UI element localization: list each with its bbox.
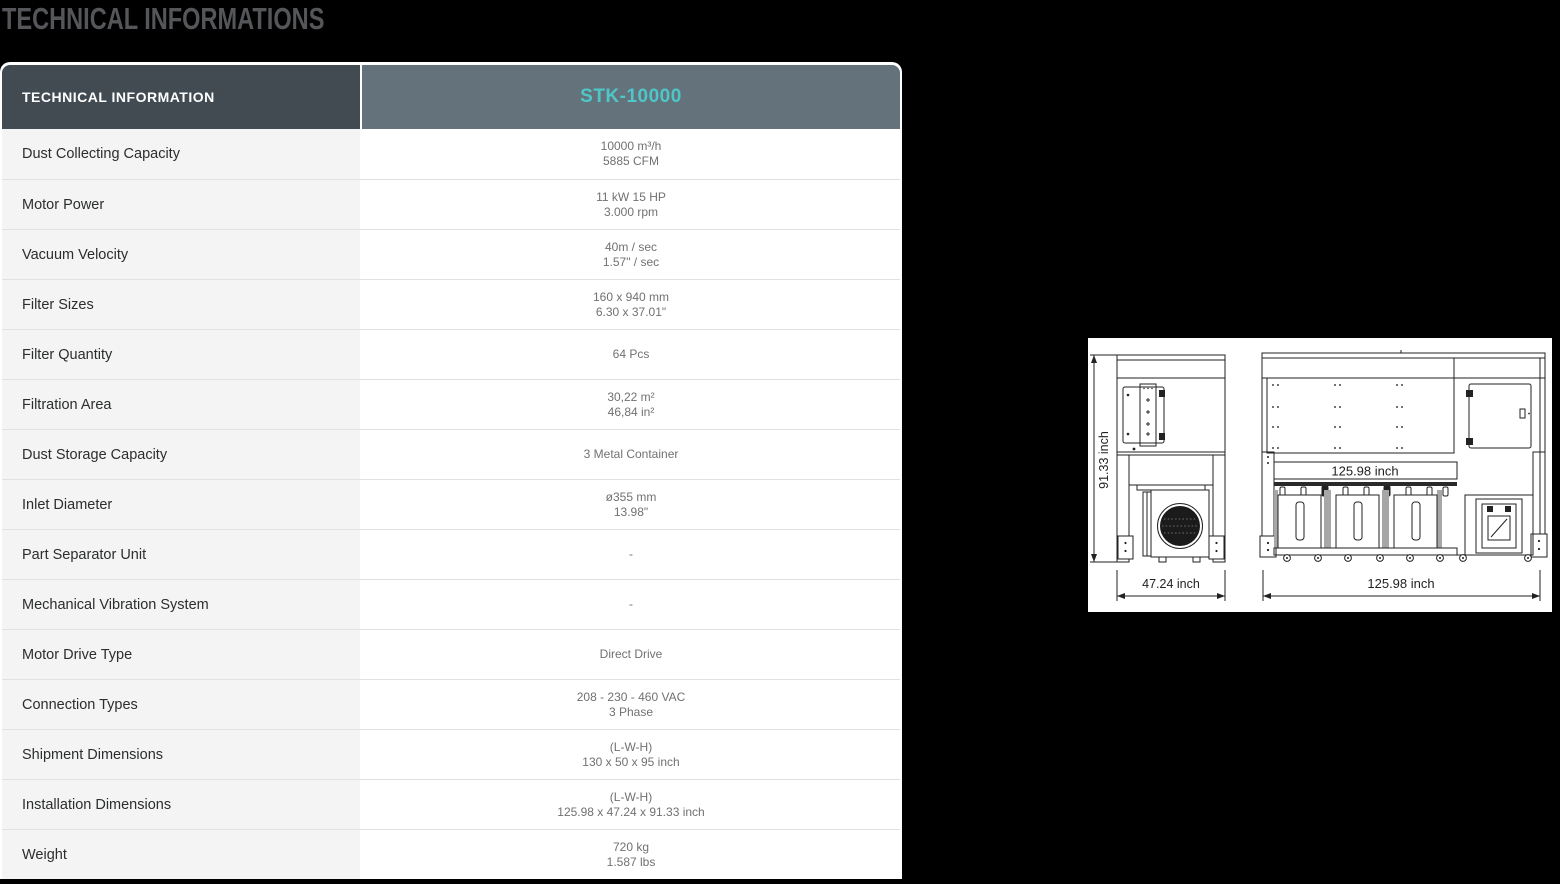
spec-label: Weight: [2, 830, 360, 879]
spec-row: [2, 479, 900, 529]
spec-label: Shipment Dimensions: [2, 730, 360, 779]
spec-value: 720 kg 1.587 lbs: [362, 830, 900, 879]
side-height-dimension-label: 91.33 inch: [1097, 431, 1111, 489]
front-width-dimension-label: 125.98 inch: [1367, 576, 1435, 591]
spec-label: Part Separator Unit: [2, 530, 360, 579]
spec-label: Motor Power: [2, 180, 360, 229]
table-header-label: TECHNICAL INFORMATION: [2, 65, 360, 129]
spec-value: -: [362, 530, 900, 579]
spec-label: Motor Drive Type: [2, 630, 360, 679]
spec-row: [2, 329, 900, 379]
front-view-drawing: [1260, 350, 1547, 601]
page-title: TECHNICAL INFORMATIONS: [2, 1, 325, 36]
spec-value: 40m / sec 1.57" / sec: [362, 230, 900, 279]
spec-row: [2, 729, 900, 779]
spec-label: Installation Dimensions: [2, 780, 360, 829]
spec-label: Mechanical Vibration System: [2, 580, 360, 629]
spec-table: [0, 62, 902, 879]
panel-rivets: [1272, 384, 1403, 449]
spec-label: Dust Collecting Capacity: [2, 129, 360, 179]
spec-label: Filtration Area: [2, 380, 360, 429]
spec-value: 11 kW 15 HP 3.000 rpm: [362, 180, 900, 229]
spec-label: Vacuum Velocity: [2, 230, 360, 279]
spec-row: [2, 379, 900, 429]
side-width-dimension-label: 47.24 inch: [1142, 577, 1200, 591]
spec-table-header: [2, 65, 900, 129]
spec-row: [2, 629, 900, 679]
upper-access-door: [1469, 384, 1531, 448]
casters: [1284, 555, 1532, 562]
spec-value: (L-W-H) 125.98 x 47.24 x 91.33 inch: [362, 780, 900, 829]
spec-row: [2, 429, 900, 479]
spec-row: [2, 579, 900, 629]
spec-row: [2, 229, 900, 279]
table-header-product: STK-10000: [362, 65, 900, 129]
spec-value: 160 x 940 mm 6.30 x 37.01": [362, 280, 900, 329]
spec-value: 30,22 m² 46,84 in²: [362, 380, 900, 429]
technical-drawing: [1088, 338, 1552, 612]
spec-label: Dust Storage Capacity: [2, 430, 360, 479]
spec-value: (L-W-H) 130 x 50 x 95 inch: [362, 730, 900, 779]
spec-value: ø355 mm 13.98": [362, 480, 900, 529]
spec-value: -: [362, 580, 900, 629]
spec-value: Direct Drive: [362, 630, 900, 679]
spec-row: [2, 529, 900, 579]
spec-value: 10000 m³/h 5885 CFM: [362, 129, 900, 179]
spec-table-body: [2, 129, 900, 879]
spec-label: Connection Types: [2, 680, 360, 729]
spec-label: Filter Quantity: [2, 330, 360, 379]
spec-row: [2, 129, 900, 179]
front-inner-width-dimension-label: 125.98 inch: [1331, 463, 1399, 479]
spec-label: Filter Sizes: [2, 280, 360, 329]
spec-row: [2, 279, 900, 329]
spec-label: Inlet Diameter: [2, 480, 360, 529]
spec-row: [2, 829, 900, 879]
spec-row: [2, 179, 900, 229]
spec-row: [2, 779, 900, 829]
spec-value: 64 Pcs: [362, 330, 900, 379]
spec-value: 3 Metal Container: [362, 430, 900, 479]
spec-row: [2, 679, 900, 729]
spec-value: 208 - 230 - 460 VAC 3 Phase: [362, 680, 900, 729]
